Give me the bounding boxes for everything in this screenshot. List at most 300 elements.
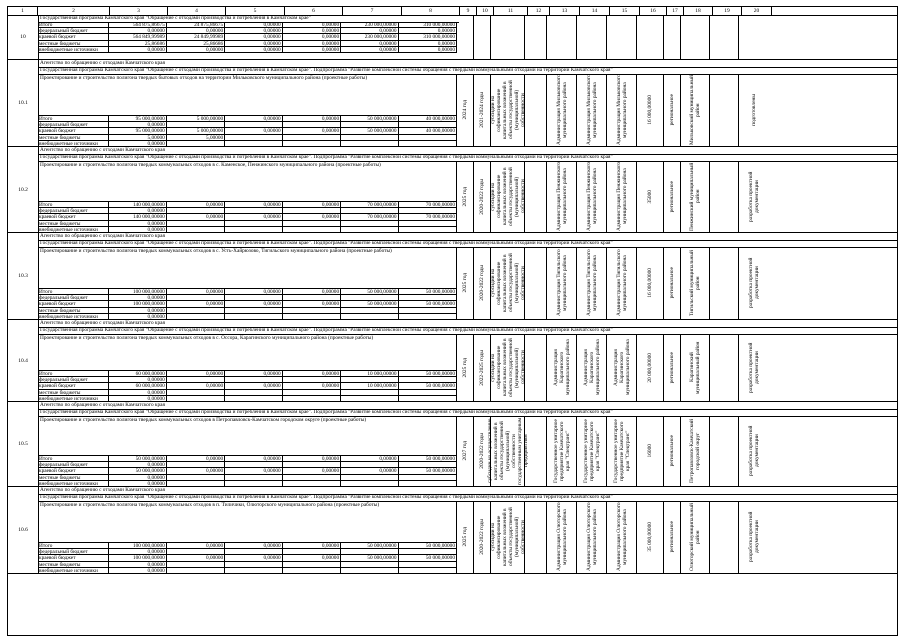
- detail-text: субсидии на софинансирование капитальных вложений в объекты государственной (муниципальной) собственности: [489, 507, 526, 567]
- financing-value: 0,00000: [109, 227, 166, 232]
- financing-value: 0,00000: [167, 301, 225, 306]
- detail-text: Карагинский муниципальный район: [689, 341, 701, 394]
- detail-cell: [664, 501, 681, 573]
- financing-value: 70 000,00000: [399, 214, 457, 219]
- empty-cell: [710, 15, 739, 59]
- financing-value: [225, 308, 282, 313]
- financing-value: 0,00000: [109, 221, 166, 226]
- detail-cell: [547, 161, 577, 232]
- detail-cell: [525, 74, 547, 146]
- detail-text: 2025 год: [462, 186, 468, 207]
- financing-value: [167, 377, 225, 382]
- financing-value: 230 000,00000: [341, 22, 398, 27]
- financing-source-label: внебюджетные источники: [38, 481, 109, 486]
- financing-value: 60 000,00000: [109, 383, 166, 388]
- financing-source-label: краевой бюджет: [38, 301, 109, 306]
- financing-value: 0,00000: [167, 468, 225, 473]
- financing-source-label: внебюджетные источники: [38, 227, 109, 232]
- column-number-2: 2: [38, 7, 110, 15]
- financing-value: [341, 227, 398, 232]
- financing-value: [283, 475, 341, 480]
- financing-value: [225, 562, 282, 567]
- financing-source-label: местные бюджеты: [38, 41, 109, 46]
- financing-value: [167, 227, 225, 232]
- program-title: Государственная программа Камчатского края "Обращение с отходами производства и потребления в Камчатском крае". Подпрограмма "Развитие комплексной системы обращения с твердыми коммунальными отходами на территории Камчатского края": [38, 409, 897, 417]
- financing-value: 0,00000: [167, 47, 225, 52]
- empty-cell: [577, 15, 607, 59]
- detail-cell: [681, 161, 710, 232]
- financing-value: [399, 549, 457, 554]
- column-number-4: 4: [168, 7, 226, 15]
- detail-cell: [664, 161, 681, 232]
- financing-block: [38, 22, 457, 53]
- financing-value: [283, 122, 341, 127]
- financing-value: [167, 390, 225, 395]
- detail-cell: [739, 334, 769, 401]
- empty-cell: [664, 15, 681, 59]
- empty-cell: [457, 15, 474, 59]
- detail-text: 2020-2022 годы: [479, 433, 485, 469]
- financing-value: 0,00000: [399, 41, 457, 46]
- column-number-14: 14: [580, 7, 610, 15]
- agency-name: Агентство по обращению с отходами Камчатского края: [38, 487, 897, 495]
- financing-value: 95 000,00000: [109, 128, 166, 133]
- detail-text: Администрация Тигильского муниципального района: [555, 249, 568, 317]
- financing-value: 0,00000: [225, 22, 282, 27]
- financing-value: 0,00000: [341, 456, 398, 461]
- financing-source-label: федеральный бюджет: [38, 295, 109, 300]
- financing-value: 0,00000: [225, 128, 282, 133]
- detail-text: Администрация Пенжинского муниципального района: [585, 161, 598, 232]
- detail-text: субсидии на софинансирование капитальных вложений в объекты государственной (муниципальной) собственности: [489, 253, 526, 313]
- detail-cell: [710, 501, 739, 573]
- row-number: 10.2: [8, 147, 39, 232]
- financing-value: 0,00000: [167, 214, 225, 219]
- detail-text: подготовлены: [751, 94, 757, 126]
- financing-value: [167, 475, 225, 480]
- detail-cell: [577, 74, 607, 146]
- financing-value: [341, 314, 398, 319]
- financing-value: 70 000,00000: [341, 214, 398, 219]
- detail-cell: [637, 334, 664, 401]
- financing-value: [399, 462, 457, 467]
- financing-value: 95 000,00000: [109, 116, 166, 121]
- financing-block: [38, 116, 457, 147]
- detail-text: Государственное унитарное предприятие Камчатского края "Спецтранс": [582, 419, 601, 483]
- financing-value: 0,00000: [109, 390, 166, 395]
- row-number: 10: [8, 15, 39, 59]
- detail-text: 16 000,00000: [647, 95, 653, 125]
- financing-value: 0,00000: [283, 543, 341, 548]
- detail-cell: [710, 334, 739, 401]
- detail-text: Администрация Олюторского муниципального района: [585, 502, 598, 572]
- program-title: Государственная программа Камчатского края "Обращение с отходами производства и потребления в Камчатском крае". Подпрограмма "Развитие комплексной системы обращения с твердыми коммунальными отходами на территории Камчатского края": [38, 327, 897, 335]
- financing-value: 100 000,00000: [109, 543, 166, 548]
- column-number-7: 7: [343, 7, 402, 15]
- financing-value: [341, 390, 398, 395]
- detail-text: региональное: [669, 180, 675, 213]
- financing-value: [341, 475, 398, 480]
- detail-columns: [457, 161, 897, 232]
- financing-value: 25,86686: [109, 41, 166, 46]
- financing-value: [283, 462, 341, 467]
- financing-value: 0,00000: [341, 28, 398, 33]
- financing-value: [399, 135, 457, 140]
- financing-value: [225, 549, 282, 554]
- financing-value: [283, 314, 341, 319]
- financing-source-label: федеральный бюджет: [38, 549, 109, 554]
- detail-cell: [739, 247, 769, 319]
- financing-source-label: внебюджетные источники: [38, 568, 109, 573]
- detail-cell: [739, 416, 769, 486]
- project-row: [8, 320, 897, 402]
- column-number-20: 20: [742, 7, 772, 15]
- detail-cell: [681, 74, 710, 146]
- column-number-16: 16: [640, 7, 667, 15]
- detail-text: Тигильский муниципальный район: [689, 250, 701, 316]
- financing-value: 50 000,00000: [341, 116, 398, 121]
- financing-value: 140 000,00000: [109, 214, 166, 219]
- financing-value: 0,00000: [109, 47, 166, 52]
- detail-text: региональное: [669, 521, 675, 553]
- financing-value: [167, 462, 225, 467]
- financing-source-label: Итого: [38, 543, 109, 548]
- detail-cell: [547, 416, 577, 486]
- financing-value: [225, 295, 282, 300]
- detail-text: субсидии на софинансирование капитальных вложений в объекты государственной (муниципальной) собственности: [489, 338, 526, 397]
- financing-value: [167, 122, 225, 127]
- detail-text: Администрация Мильковского муниципального района: [555, 74, 568, 146]
- financing-value: 0,00000: [109, 481, 166, 486]
- financing-block: [38, 543, 457, 574]
- financing-value: 0,00000: [283, 41, 341, 46]
- financing-value: 50 000,00000: [109, 456, 166, 461]
- financing-source-label: краевой бюджет: [38, 214, 109, 219]
- financing-value: 25,86686: [167, 41, 225, 46]
- financing-value: 50 000,00000: [399, 289, 457, 294]
- financing-value: 50 000,00000: [399, 543, 457, 548]
- detail-cell: [491, 74, 525, 146]
- financing-value: 0,00000: [109, 568, 166, 573]
- financing-source-label: местные бюджеты: [38, 475, 109, 480]
- financing-value: 0,00000: [341, 468, 398, 473]
- detail-text: Олюторский муниципальный район: [689, 503, 701, 571]
- financing-value: [399, 221, 457, 226]
- financing-value: [167, 562, 225, 567]
- financing-value: [283, 568, 341, 573]
- financing-value: 0,00000: [167, 28, 225, 33]
- financing-value: [167, 549, 225, 554]
- financing-value: 0,00000: [109, 141, 166, 146]
- financing-value: 50 000,00000: [399, 456, 457, 461]
- detail-cell: [577, 247, 607, 319]
- detail-cell: [739, 161, 769, 232]
- detail-cell: [547, 334, 577, 401]
- empty-cell: [637, 15, 664, 59]
- detail-cell: [474, 74, 491, 146]
- project-description: Проектирование и строительство полигона твердых коммунальных отходов в с. Усть-Хайрюзово, Тигильского муниципального района (проектные работы): [38, 247, 457, 289]
- financing-source-label: краевой бюджет: [38, 555, 109, 560]
- financing-source-label: местные бюджеты: [38, 390, 109, 395]
- financing-value: 0,00000: [341, 47, 398, 52]
- financing-value: 0,00000: [109, 462, 166, 467]
- detail-text: 2025 год: [462, 273, 468, 293]
- detail-text: 2024 год: [462, 100, 468, 120]
- detail-cell: [664, 416, 681, 486]
- financing-source-label: внебюджетные источники: [38, 314, 109, 319]
- financing-value: [283, 562, 341, 567]
- detail-cell: [525, 247, 547, 319]
- financing-value: 564 849,99989: [109, 34, 166, 39]
- financing-row: [38, 568, 457, 574]
- financing-block: [38, 289, 457, 320]
- detail-cell: [681, 416, 710, 486]
- detail-text: 2022-2025 годы: [479, 349, 485, 386]
- detail-text: Государственное унитарное предприятие Камчатского края "Спецтранс": [612, 419, 631, 483]
- detail-cell: [491, 247, 525, 319]
- financing-row: [38, 141, 457, 147]
- project-description: Проектирование и строительство полигона твердых коммунальных отходов в п. Тиличики, Олюторского муниципального района (проектные работы): [38, 501, 457, 543]
- detail-cell: [681, 501, 710, 573]
- detail-cell: [457, 416, 474, 486]
- detail-text: 20 000,00000: [647, 352, 653, 383]
- financing-value: [225, 377, 282, 382]
- financing-row: [38, 481, 457, 487]
- financing-source-label: местные бюджеты: [38, 562, 109, 567]
- financing-value: [341, 462, 398, 467]
- financing-value: [399, 227, 457, 232]
- detail-text: Администрация Карагинского муниципального района: [552, 339, 571, 396]
- detail-text: субсидии на софинансирование капитальных вложений в объекты государственной (муниципальной) собственности: [489, 80, 526, 140]
- detail-cell: [474, 334, 491, 401]
- program-title: Государственная программа Камчатского края "Обращение с отходами производства и потребления в Камчатском крае". Подпрограмма "Развитие комплексной системы обращения с твердыми коммунальными отходами на территории Камчатского края": [38, 67, 897, 75]
- detail-cell: [525, 501, 547, 573]
- financing-value: 100 000,00000: [109, 301, 166, 306]
- financing-value: 0,00000: [225, 34, 282, 39]
- financing-value: [225, 568, 282, 573]
- row-number: 10.1: [8, 60, 39, 146]
- financing-value: [341, 221, 398, 226]
- financing-value: 0,00000: [225, 371, 282, 376]
- financing-value: 0,00000: [283, 289, 341, 294]
- financing-value: 0,00000: [225, 456, 282, 461]
- detail-columns: [457, 416, 897, 486]
- detail-cell: [710, 74, 739, 146]
- detail-text: Пенжинский муниципальный район: [689, 162, 701, 231]
- detail-text: 2020-2022 годы: [479, 265, 485, 301]
- financing-value: 0,00000: [283, 22, 341, 27]
- financing-value: 50 000,00000: [341, 289, 398, 294]
- financing-value: [341, 396, 398, 401]
- financing-value: 60 000,00000: [109, 371, 166, 376]
- financing-value: 0,00000: [167, 202, 225, 207]
- detail-text: региональное: [669, 94, 675, 126]
- detail-text: 2020-2022 годы: [479, 178, 485, 215]
- financing-value: 0,00000: [283, 456, 341, 461]
- detail-cell: [457, 161, 474, 232]
- financing-value: 5,00000: [167, 135, 225, 140]
- detail-cell: [525, 161, 547, 232]
- financing-value: 50 000,00000: [399, 468, 457, 473]
- financing-value: [341, 568, 398, 573]
- financing-value: 0,00000: [109, 396, 166, 401]
- empty-cell: [491, 15, 525, 59]
- financing-value: 24 849,99989: [167, 34, 225, 39]
- detail-cell: [664, 74, 681, 146]
- financing-value: 50 000,00000: [109, 468, 166, 473]
- detail-text: 2027 год: [462, 441, 468, 461]
- financing-value: [399, 122, 457, 127]
- financing-source-label: внебюджетные источники: [38, 141, 109, 146]
- financing-value: 0,00000: [225, 289, 282, 294]
- financing-value: 0,00000: [109, 549, 166, 554]
- financing-value: [283, 208, 341, 213]
- detail-columns: [457, 247, 897, 319]
- financing-value: 50 000,00000: [341, 555, 398, 560]
- financing-value: 5 000,00000: [167, 116, 225, 121]
- detail-cell: [474, 161, 491, 232]
- detail-text: 35 000,00000: [647, 522, 653, 552]
- financing-value: 0,00000: [283, 28, 341, 33]
- financing-value: [225, 135, 282, 140]
- financing-value: [341, 377, 398, 382]
- financing-value: 40 000,00000: [399, 128, 457, 133]
- financing-value: [225, 141, 282, 146]
- detail-cell: [710, 247, 739, 319]
- financing-value: 24 875,86675: [167, 22, 225, 27]
- detail-cell: [474, 247, 491, 319]
- financing-value: [399, 390, 457, 395]
- column-number-3: 3: [110, 7, 168, 15]
- financing-value: [341, 308, 398, 313]
- empty-cell: [681, 15, 710, 59]
- financing-value: 100 000,00000: [109, 555, 166, 560]
- detail-cell: [607, 74, 637, 146]
- financing-value: [283, 141, 341, 146]
- financing-value: 230 000,00000: [341, 34, 398, 39]
- financing-value: [399, 475, 457, 480]
- column-number-10: 10: [477, 7, 494, 15]
- detail-cell: [637, 74, 664, 146]
- detail-cell: [547, 74, 577, 146]
- detail-text: 2025 год: [462, 527, 468, 547]
- empty-cell: [607, 15, 637, 59]
- financing-value: [225, 314, 282, 319]
- financing-value: 0,00000: [225, 28, 282, 33]
- detail-text: 16 000,00000: [647, 268, 653, 298]
- financing-value: [167, 308, 225, 313]
- detail-cell: [664, 334, 681, 401]
- detail-text: Мильковский муниципальный район: [689, 74, 701, 146]
- detail-cell: [710, 161, 739, 232]
- financing-value: 50 000,00000: [341, 301, 398, 306]
- financing-value: 5,00000: [109, 135, 166, 140]
- financing-value: [341, 481, 398, 486]
- detail-cell: [547, 247, 577, 319]
- detail-cell: [486, 416, 529, 486]
- detail-cell: [457, 501, 474, 573]
- financing-block: [38, 456, 457, 487]
- agency-name: Агентство по обращению с отходами Камчатского края: [38, 60, 897, 68]
- financing-value: 10 000,00000: [341, 383, 398, 388]
- detail-cell: [577, 501, 607, 573]
- detail-cell: [525, 334, 547, 401]
- detail-text: субсидии на софинансирование капитальных вложений в объекты государственной (муниципальной) собственности: [489, 167, 526, 226]
- detail-cell: [474, 501, 491, 573]
- financing-value: [225, 462, 282, 467]
- project-row: [8, 402, 897, 487]
- financing-value: 0,00000: [341, 41, 398, 46]
- financing-value: 5 000,00000: [167, 128, 225, 133]
- agency-name: Агентство по обращению с отходами Камчатского края: [38, 233, 897, 241]
- detail-cell: [607, 416, 637, 486]
- financing-value: [225, 390, 282, 395]
- financing-value: 100 000,00000: [109, 289, 166, 294]
- financing-value: 70 000,00000: [341, 202, 398, 207]
- program-title: Государственная программа Камчатского края "Обращение с отходами производства и потребления в Камчатском крае". Подпрограмма "Развитие комплексной системы обращения с твердыми коммунальными отходами на территории Камчатского края": [38, 494, 897, 502]
- detail-text: 2025 год: [462, 357, 468, 378]
- financing-source-label: федеральный бюджет: [38, 28, 109, 33]
- financing-value: [399, 141, 457, 146]
- financing-value: 140 000,00000: [109, 202, 166, 207]
- detail-cell: [637, 247, 664, 319]
- detail-text: региональное: [669, 351, 675, 384]
- financing-value: [225, 481, 282, 486]
- financing-source-label: внебюджетные источники: [38, 47, 109, 52]
- financing-source-label: Итого: [38, 456, 109, 461]
- financing-value: [225, 221, 282, 226]
- detail-text: Администрация Пенжинского муниципального района: [555, 161, 568, 232]
- detail-text: Администрация Олюторского муниципального района: [555, 502, 568, 572]
- program-row: [8, 15, 897, 60]
- financing-value: 0,00000: [167, 456, 225, 461]
- financing-value: 0,00000: [109, 28, 166, 33]
- financing-value: [399, 308, 457, 313]
- program-title: Государственная программа Камчатского края "Обращение с отходами производства и потребления в Камчатском крае". Подпрограмма "Развитие комплексной системы обращения с твердыми коммунальными отходами на территории Камчатского края": [38, 240, 897, 248]
- detail-text: разработка проектной документации: [748, 342, 760, 393]
- detail-cell: [637, 416, 664, 486]
- financing-value: 0,00000: [109, 208, 166, 213]
- financing-value: [283, 135, 341, 140]
- financing-value: 40 000,00000: [399, 116, 457, 121]
- financing-value: [399, 295, 457, 300]
- detail-text: Администрация Карагинского муниципального района: [582, 339, 601, 396]
- financing-value: [341, 208, 398, 213]
- financing-value: [225, 122, 282, 127]
- detail-cell: [491, 334, 525, 401]
- detail-text: Администрация Мильковского муниципального района: [615, 74, 628, 146]
- financing-value: 0,00000: [109, 314, 166, 319]
- financing-source-label: федеральный бюджет: [38, 208, 109, 213]
- financing-value: [399, 562, 457, 567]
- row-number: 10.6: [8, 487, 39, 573]
- column-number-11: 11: [494, 7, 528, 15]
- financing-value: 0,00000: [283, 468, 341, 473]
- column-number-5: 5: [226, 7, 285, 15]
- financing-value: 0,00000: [225, 555, 282, 560]
- financing-value: [341, 549, 398, 554]
- agency-name: Агентство по обращению с отходами Камчатского края: [38, 320, 897, 328]
- financing-source-label: местные бюджеты: [38, 308, 109, 313]
- financing-value: 0,00000: [225, 301, 282, 306]
- column-number-19: 19: [713, 7, 742, 15]
- financing-value: 0,00000: [283, 116, 341, 121]
- column-number-12: 12: [528, 7, 550, 15]
- financing-value: 0,00000: [225, 383, 282, 388]
- empty-cell: [547, 15, 577, 59]
- detail-columns: [457, 334, 897, 401]
- financing-value: [283, 390, 341, 395]
